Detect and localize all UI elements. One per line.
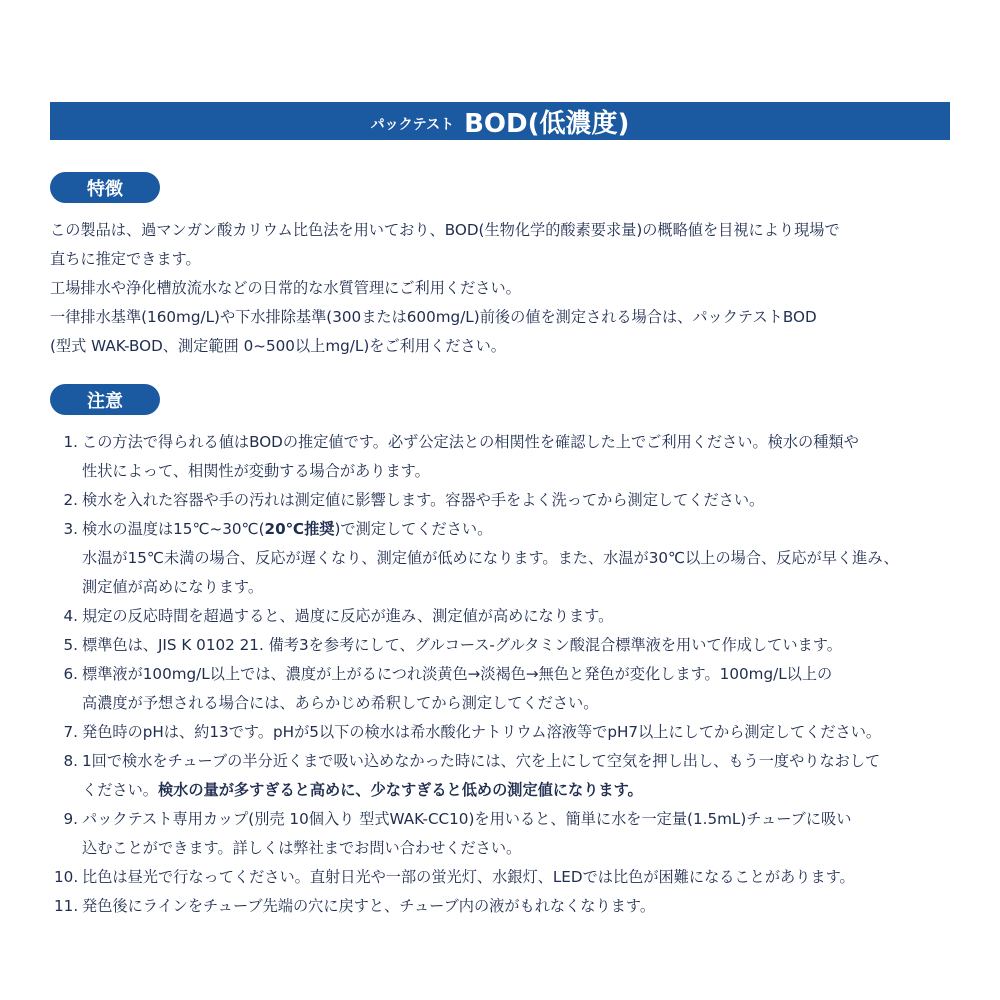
caution-item bbox=[54, 863, 954, 892]
item-text: 規定の反応時間を超過すると、過度に反応が進み、測定値が高めになります。 bbox=[82, 607, 614, 625]
features-line: 直ちに推定できます。 bbox=[50, 250, 201, 268]
banner-title: BOD(低濃度) bbox=[464, 108, 630, 139]
item-text: 発色後にラインをチューブ先端の穴に戻すと、チューブ内の液がもれなくなります。 bbox=[82, 897, 656, 915]
item-text: 測定値が高めになります。 bbox=[82, 578, 264, 596]
warning-emphasis: 検水の量が多すぎると高めに、少なすぎると低めの測定値になります。 bbox=[157, 781, 643, 799]
caution-item bbox=[54, 602, 954, 631]
caution-item bbox=[54, 718, 954, 747]
banner-prefix: パックテスト bbox=[370, 117, 455, 133]
item-text: 込むことができます。詳しくは弊社までお問い合わせください。 bbox=[82, 839, 522, 857]
caution-item bbox=[54, 892, 954, 921]
item-number: 1. bbox=[63, 433, 78, 451]
item-number: 7. bbox=[63, 723, 78, 741]
item-number: 8. bbox=[63, 752, 78, 770]
caution-item bbox=[54, 428, 954, 486]
item-text: 性状によって、相関性が変動する場合があります。 bbox=[82, 462, 430, 480]
item-text: 標準液が100mg/L以上では、濃度が上がるにつれ淡黄色→淡褐色→無色と発色が変化します。100mg/L以上の bbox=[82, 665, 833, 683]
caution-item bbox=[54, 515, 954, 602]
item-number: 4. bbox=[63, 607, 78, 625]
cautions-list bbox=[54, 428, 954, 921]
item-text: 検水の温度は15℃~30℃( bbox=[82, 520, 265, 538]
cautions-heading: 注意 bbox=[50, 384, 160, 415]
caution-item bbox=[54, 631, 954, 660]
item-text: 高濃度が予想される場合には、あらかじめ希釈してから測定してください。 bbox=[82, 694, 599, 712]
features-heading: 特徴 bbox=[50, 172, 160, 203]
caution-item bbox=[54, 805, 954, 863]
recommended-temp: 20℃推奨 bbox=[264, 520, 335, 538]
features-line: 工場排水や浄化槽放流水などの日常的な水質管理にご利用ください。 bbox=[50, 279, 521, 297]
item-number: 3. bbox=[63, 520, 78, 538]
item-text: この方法で得られる値はBODの推定値です。必ず公定法との相関性を確認した上でご利用ください。検水の種類や bbox=[82, 433, 859, 451]
item-text: )で測定してください。 bbox=[334, 520, 493, 538]
title-banner bbox=[50, 102, 950, 140]
item-number: 2. bbox=[63, 491, 78, 509]
caution-item bbox=[54, 747, 954, 805]
item-text: ください。 bbox=[82, 781, 158, 799]
item-number: 11. bbox=[54, 897, 79, 915]
item-text: 標準色は、JIS K 0102 21. 備考3を参考にして、グルコース-グルタミン酸混合標準液を用いて作成しています。 bbox=[82, 636, 842, 654]
item-text: 1回で検水をチューブの半分近くまで吸い込めなかった時には、穴を上にして空気を押し出し、もう一度やりなおして bbox=[82, 752, 881, 770]
caution-item bbox=[54, 660, 954, 718]
item-number: 6. bbox=[63, 665, 78, 683]
features-line: 一律排水基準(160mg/L)や下水排除基準(300または600mg/L)前後の値を測定される場合は、パックテストBOD bbox=[50, 308, 817, 326]
item-number: 9. bbox=[63, 810, 78, 828]
features-line: (型式 WAK-BOD、測定範囲 0~500以上mg/L)をご利用ください。 bbox=[50, 337, 506, 355]
caution-item bbox=[54, 486, 954, 515]
item-number: 5. bbox=[63, 636, 78, 654]
item-text: 比色は昼光で行なってください。直射日光や一部の蛍光灯、水銀灯、LEDでは比色が困難になることがあります。 bbox=[82, 868, 855, 886]
item-text: 水温が15℃未満の場合、反応が遅くなり、測定値が低めになります。また、水温が30℃以上の場合、反応が早く進み、 bbox=[82, 549, 899, 567]
item-text-line bbox=[82, 515, 954, 544]
features-text bbox=[50, 216, 960, 361]
item-number: 10. bbox=[54, 868, 79, 886]
features-line: この製品は、過マンガン酸カリウム比色法を用いており、BOD(生物化学的酸素要求量)の概略値を目視により現場で bbox=[50, 221, 840, 239]
item-text-line bbox=[82, 776, 954, 805]
item-text: 発色時のpHは、約13です。pHが5以下の検水は希水酸化ナトリウム溶液等でpH7以上にしてから測定してください。 bbox=[82, 723, 882, 741]
item-text: パックテスト専用カップ(別売 10個入り 型式WAK-CC10)を用いると、簡単に水を一定量(1.5mL)チューブに吸い bbox=[82, 810, 852, 828]
item-text: 検水を入れた容器や手の汚れは測定値に影響します。容器や手をよく洗ってから測定してください。 bbox=[82, 491, 765, 509]
